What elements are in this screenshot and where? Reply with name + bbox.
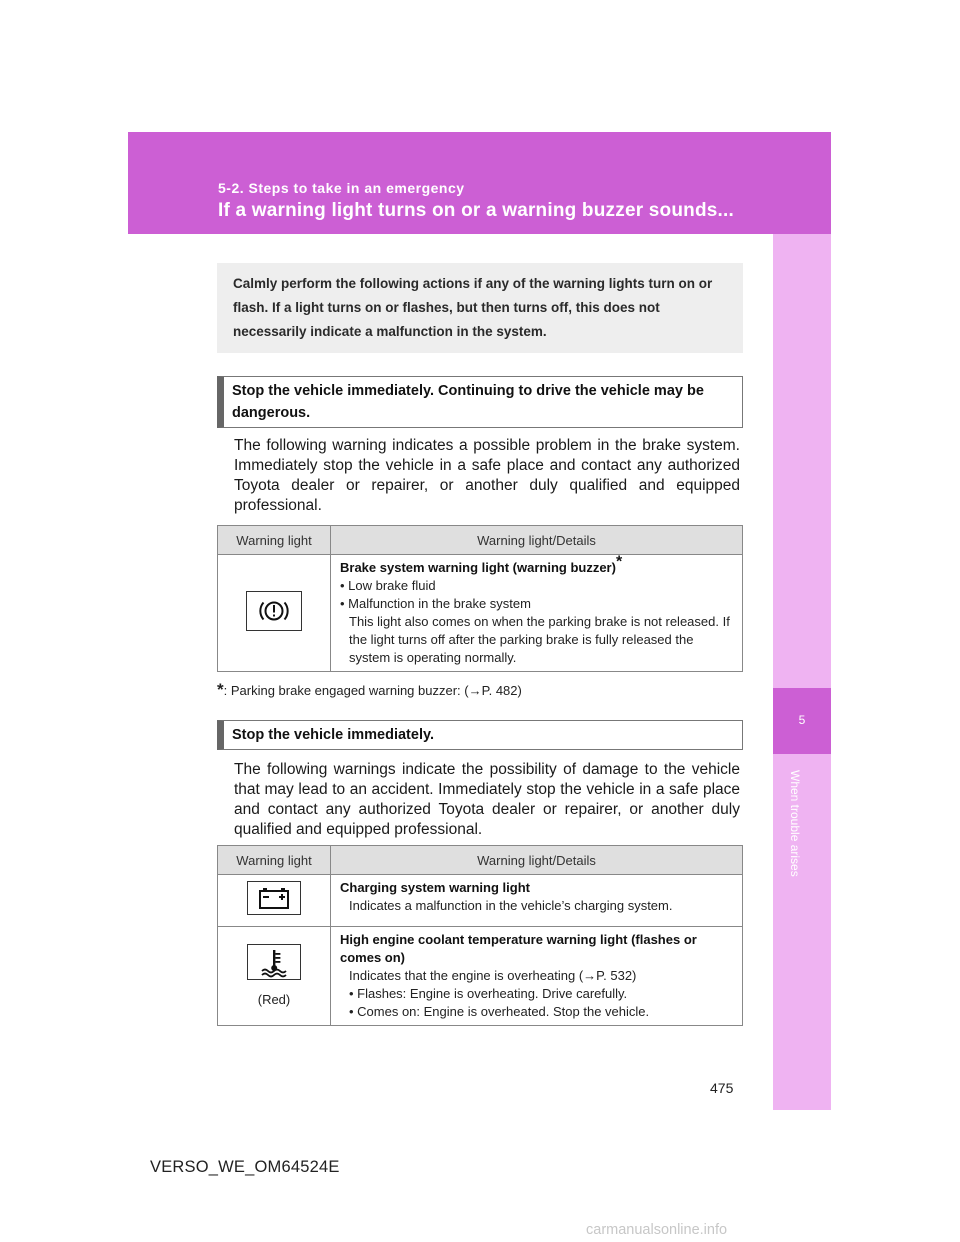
details-cell bbox=[331, 875, 743, 927]
intro-box bbox=[217, 263, 743, 353]
bullet-item: • Low brake fluid bbox=[340, 578, 436, 593]
detail-text: Indicates a malfunction in the vehicle’s charging system. bbox=[349, 898, 673, 913]
section2-heading bbox=[217, 720, 743, 750]
footnote bbox=[217, 680, 522, 700]
item-title: Charging system warning light bbox=[340, 880, 530, 895]
bullet-item: • Comes on: Engine is overheated. Stop the vehicle. bbox=[349, 1004, 650, 1019]
table-header-row bbox=[218, 526, 743, 555]
icon-cell bbox=[218, 875, 331, 927]
battery-icon bbox=[247, 881, 301, 915]
section1-paragraph: The following warning indicates a possible problem in the brake system. Immediately stop the vehicle in a safe place and contact any authorized Toyota dealer or repairer, or another duly qualified and equipped professional. bbox=[234, 437, 740, 514]
col-header-details: Warning light/Details bbox=[331, 526, 743, 555]
watermark: carmanualsonline.info bbox=[586, 1222, 728, 1238]
warning-table-2 bbox=[217, 845, 743, 1026]
col-header-warning-light: Warning light bbox=[218, 526, 331, 555]
details-cell bbox=[331, 927, 743, 1026]
chapter-title: When trouble arises bbox=[788, 770, 802, 877]
footnote-text: : Parking brake engaged warning buzzer: (→P. 482) bbox=[223, 683, 522, 698]
footnote-mark: * bbox=[217, 680, 224, 699]
col-header-warning-light: Warning light bbox=[218, 846, 331, 875]
details-cell bbox=[331, 555, 743, 672]
bullet-item: • Malfunction in the brake system bbox=[340, 596, 531, 611]
brake-warning-icon bbox=[246, 591, 302, 631]
note-text: This light also comes on when the parking brake is not released. If the light turns off after the parking brake is fully released the system is operating normally. bbox=[349, 614, 730, 665]
section1-heading-text: Stop the vehicle immediately. Continuing to drive the vehicle may be dangerous. bbox=[232, 383, 704, 421]
icon-cell bbox=[218, 927, 331, 1026]
coolant-temperature-icon bbox=[247, 944, 301, 980]
item-title: Brake system warning light (warning buzzer)* bbox=[340, 553, 623, 575]
section-label: 5-2. Steps to take in an emergency bbox=[218, 180, 465, 196]
asterisk-mark: * bbox=[615, 553, 623, 571]
intro-text: Calmly perform the following actions if any of the warning lights turn on or flash. If a light turns on or flashes, but then turns off, this does not necessarily indicate a malfunction in the system. bbox=[233, 276, 713, 339]
table-row bbox=[218, 875, 743, 927]
warning-table-1 bbox=[217, 525, 743, 672]
document-id: VERSO_WE_OM64524E bbox=[150, 1158, 340, 1176]
side-tab bbox=[773, 234, 831, 1110]
detail-text: Indicates that the engine is overheating (→P. 532) bbox=[349, 968, 637, 983]
icon-caption: (Red) bbox=[257, 991, 291, 1007]
table-header-row bbox=[218, 846, 743, 875]
icon-cell bbox=[218, 555, 331, 672]
page-number: 475 bbox=[710, 1080, 734, 1096]
bullet-item: • Flashes: Engine is overheating. Drive carefully. bbox=[349, 986, 628, 1001]
chapter-number: 5 bbox=[798, 713, 806, 727]
section1-heading bbox=[217, 376, 743, 428]
col-header-details: Warning light/Details bbox=[331, 846, 743, 875]
section2-paragraph: The following warnings indicate the possibility of damage to the vehicle that may lead to an accident. Immediately stop the vehicle in a safe place and contact any authorized Toyota dealer or repairer, or another duly qualified and equipped professional. bbox=[234, 761, 740, 838]
section2-heading-text: Stop the vehicle immediately. bbox=[232, 727, 434, 743]
item-title: High engine coolant temperature warning light (flashes or comes on) bbox=[340, 932, 697, 965]
table-row bbox=[218, 927, 743, 1026]
page-title: If a warning light turns on or a warning buzzer sounds... bbox=[218, 200, 734, 221]
table-row bbox=[218, 555, 743, 672]
